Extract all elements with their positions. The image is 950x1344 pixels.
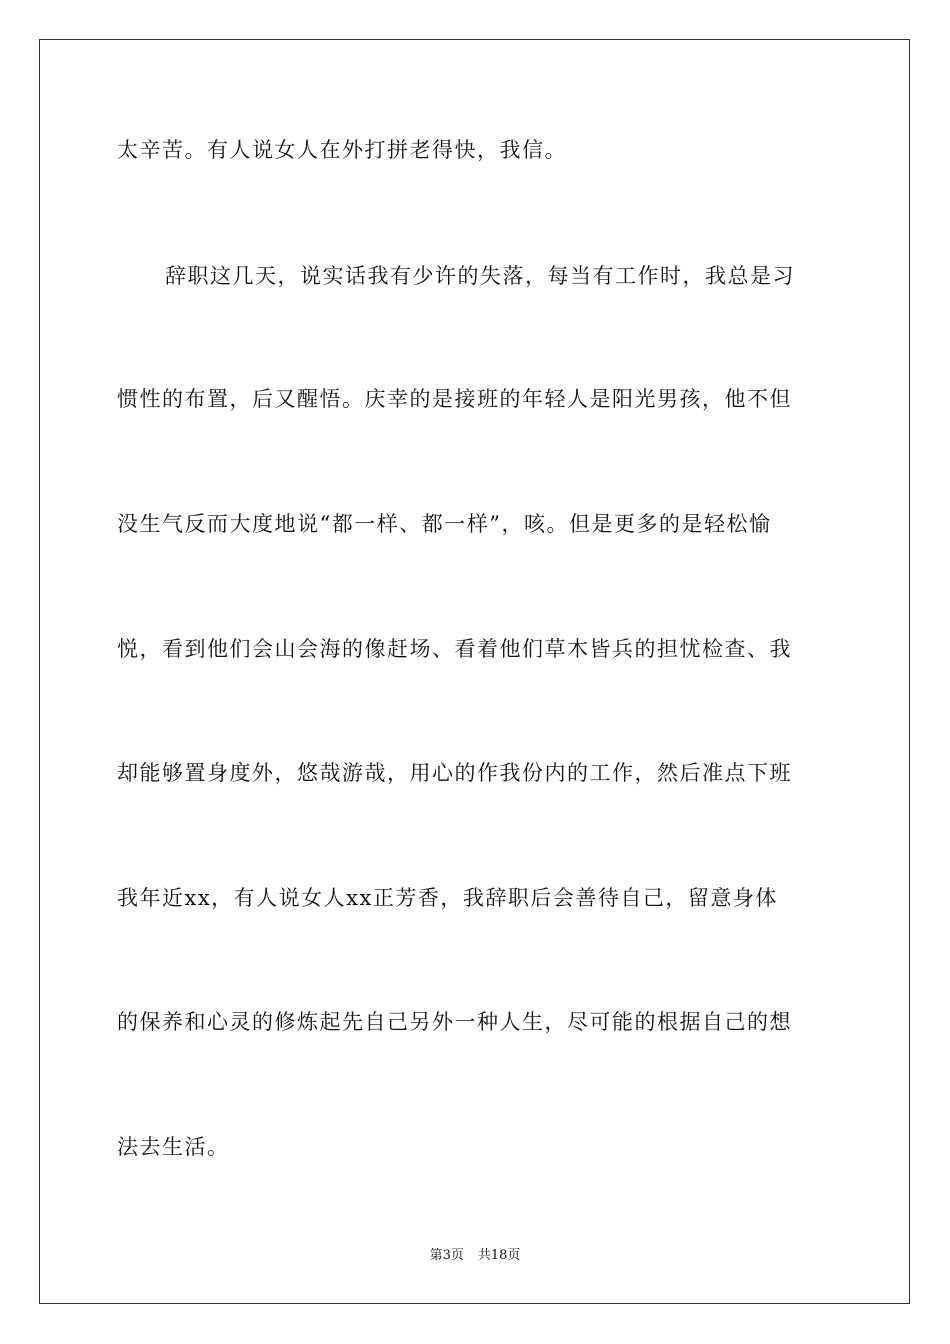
text-line-6: 却能够置身度外，悠哉游哉，用心的作我份内的工作，然后准点下班 xyxy=(117,761,792,785)
text-line-1: 太辛苦。有人说女人在外打拼老得快，我信。 xyxy=(117,138,567,162)
text-line-7: 我年近xx，有人说女人xx正芳香，我辞职后会善待自己，留意身体 xyxy=(117,886,778,910)
text-line-3: 惯性的布置，后又醒悟。庆幸的是接班的年轻人是阳光男孩，他不但 xyxy=(117,387,792,411)
page-border xyxy=(39,39,910,1304)
page-number: 第3页 xyxy=(429,1248,464,1263)
text-line-9: 法去生活。 xyxy=(117,1135,230,1159)
page-total: 共18页 xyxy=(477,1248,521,1263)
text-line-2: 辞职这几天，说实话我有少许的失落，每当有工作时，我总是习 xyxy=(165,264,795,288)
text-line-8: 的保养和心灵的修炼起先自己另外一种人生，尽可能的根据自己的想 xyxy=(117,1010,792,1034)
text-line-4: 没生气反而大度地说“都一样、都一样”，咳。但是更多的是轻松愉 xyxy=(117,512,772,536)
text-line-5: 悦，看到他们会山会海的像赶场、看着他们草木皆兵的担忧检查、我 xyxy=(117,637,792,661)
page-footer xyxy=(0,1246,950,1266)
